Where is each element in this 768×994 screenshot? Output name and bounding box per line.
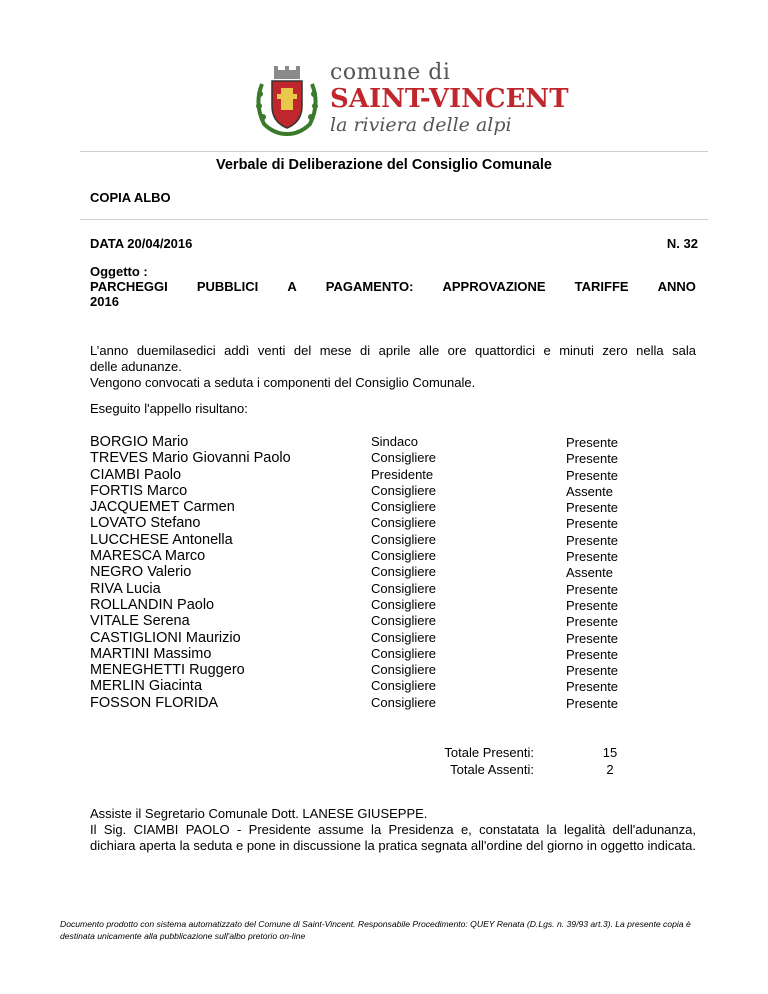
member-row <box>90 548 650 564</box>
member-row <box>90 467 650 483</box>
subject-word: APPROVAZIONE <box>442 279 546 294</box>
roll-call-intro: Eseguito l'appello risultano: <box>90 401 248 416</box>
member-row <box>90 532 650 548</box>
member-name: CIAMBI Paolo <box>90 466 182 483</box>
logo-line-town: SAINT-VINCENT <box>330 84 569 114</box>
member-row <box>90 662 650 678</box>
member-status: Presente <box>566 679 619 695</box>
member-role: Consigliere <box>371 499 437 515</box>
member-role: Consigliere <box>371 482 437 498</box>
member-name: MERLIN Giacinta <box>90 678 203 695</box>
member-status: Presente <box>566 630 619 646</box>
member-row <box>90 630 650 646</box>
copy-label: COPIA ALBO <box>90 190 171 205</box>
member-role: Consigliere <box>371 450 437 466</box>
member-name: NEGRO Valerio <box>90 564 192 581</box>
member-role: Consigliere <box>371 694 437 710</box>
member-role: Consigliere <box>371 531 437 547</box>
subject-word: ANNO <box>657 279 696 294</box>
member-row <box>90 613 650 629</box>
member-name: JACQUEMET Carmen <box>90 499 235 516</box>
member-row <box>90 499 650 515</box>
intro-line: L’anno duemilasedici addì venti del mese di aprile alle ore quattordici e minuti zero nella sala <box>90 343 696 358</box>
subject-word: A <box>287 279 297 294</box>
member-row <box>90 564 650 580</box>
subject-word: PUBBLICI <box>196 279 259 294</box>
member-name: BORGIO Mario <box>90 434 189 450</box>
footer-note: Documento prodotto con sistema automatizzato del Comune di Saint-Vincent. Responsabile Procedimento: QUEY Renata (D.Lgs. n. 39/93 art.3). La presente copia è destinata unicamente alla pubblicazione sull'albo pretorio on-line <box>60 919 691 941</box>
logo-line-tagline: la riviera delle alpi <box>330 114 512 136</box>
member-status: Presente <box>566 581 619 597</box>
member-status: Presente <box>566 435 619 450</box>
member-status: Assente <box>566 565 613 581</box>
member-name: LOVATO Stefano <box>90 515 201 532</box>
total-absent-value: 2 <box>606 762 614 777</box>
document-number: N. 32 <box>666 236 698 251</box>
logo-line-comune: comune di <box>330 60 451 85</box>
member-status: Presente <box>566 614 619 630</box>
subject-label: Oggetto : <box>90 264 148 279</box>
member-row <box>90 581 650 597</box>
member-name: MENEGHETTI Ruggero <box>90 662 245 679</box>
subject-word: PARCHEGGI <box>90 279 168 294</box>
member-name: TREVES Mario Giovanni Paolo <box>90 450 291 467</box>
member-status: Presente <box>566 646 619 662</box>
total-present-value: 15 <box>602 745 618 760</box>
member-role: Consigliere <box>371 548 437 564</box>
member-role: Consigliere <box>371 596 437 612</box>
members-list <box>90 434 650 711</box>
subject-word: TARIFFE <box>574 279 629 294</box>
intro-line: Vengono convocati a seduta i componenti del Consiglio Comunale. <box>90 375 476 390</box>
member-role: Consigliere <box>371 564 437 580</box>
member-name: FOSSON FLORIDA <box>90 694 219 711</box>
divider <box>80 219 708 220</box>
divider <box>80 151 708 152</box>
member-role: Consigliere <box>371 613 437 629</box>
member-row <box>90 515 650 531</box>
intro-line: delle adunanze. <box>90 359 182 374</box>
logo-wordmark <box>330 60 569 140</box>
member-role: Consigliere <box>371 645 437 661</box>
member-name: LUCCHESE Antonella <box>90 531 233 548</box>
member-role: Presidente <box>371 466 434 482</box>
subject-word: PAGAMENTO: <box>325 279 414 294</box>
member-row <box>90 678 650 694</box>
subject-text <box>90 279 696 294</box>
member-role: Sindaco <box>371 434 418 449</box>
member-status: Presente <box>566 695 619 711</box>
member-row <box>90 434 650 450</box>
member-role: Consigliere <box>371 629 437 645</box>
member-role: Consigliere <box>371 678 437 694</box>
member-status: Presente <box>566 516 619 532</box>
member-status: Presente <box>566 597 619 613</box>
closing-line: Il Sig. CIAMBI PAOLO - Presidente assume la Presidenza e, constatata la legalità dell'adunanza, dichiara aperta la seduta e pone in discussione la pratica segnata all'ordine del giorno in oggetto indicata. <box>90 822 696 853</box>
subject-block <box>90 264 696 309</box>
member-row <box>90 597 650 613</box>
member-name: MARESCA Marco <box>90 548 206 565</box>
member-status: Presente <box>566 500 619 516</box>
document-date: DATA 20/04/2016 <box>90 236 193 251</box>
member-status: Assente <box>566 483 613 499</box>
member-name: MARTINI Massimo <box>90 645 212 662</box>
intro-paragraph <box>90 343 696 391</box>
member-name: FORTIS Marco <box>90 482 188 499</box>
subject-year: 2016 <box>90 294 119 309</box>
member-row <box>90 483 650 499</box>
member-row <box>90 646 650 662</box>
total-absent-label: Totale Assenti: <box>450 762 534 777</box>
member-name: RIVA Lucia <box>90 580 161 597</box>
member-row <box>90 695 650 711</box>
member-name: CASTIGLIONI Maurizio <box>90 629 241 646</box>
member-status: Presente <box>566 467 619 483</box>
member-role: Consigliere <box>371 515 437 531</box>
municipal-logo <box>250 60 569 140</box>
member-status: Presente <box>566 532 619 548</box>
member-status: Presente <box>566 451 619 467</box>
document-title: Verbale di Deliberazione del Consiglio Comunale <box>216 157 552 173</box>
member-role: Consigliere <box>371 580 437 596</box>
member-status: Presente <box>566 663 619 679</box>
total-present-label: Totale Presenti: <box>444 745 534 760</box>
closing-paragraph <box>90 806 696 854</box>
member-status: Presente <box>566 549 619 565</box>
coat-of-arms-icon <box>250 64 324 138</box>
member-row <box>90 450 650 466</box>
member-role: Consigliere <box>371 662 437 678</box>
member-name: ROLLANDIN Paolo <box>90 596 215 613</box>
member-name: VITALE Serena <box>90 613 190 630</box>
closing-line: Assiste il Segretario Comunale Dott. LANESE GIUSEPPE. <box>90 806 428 821</box>
